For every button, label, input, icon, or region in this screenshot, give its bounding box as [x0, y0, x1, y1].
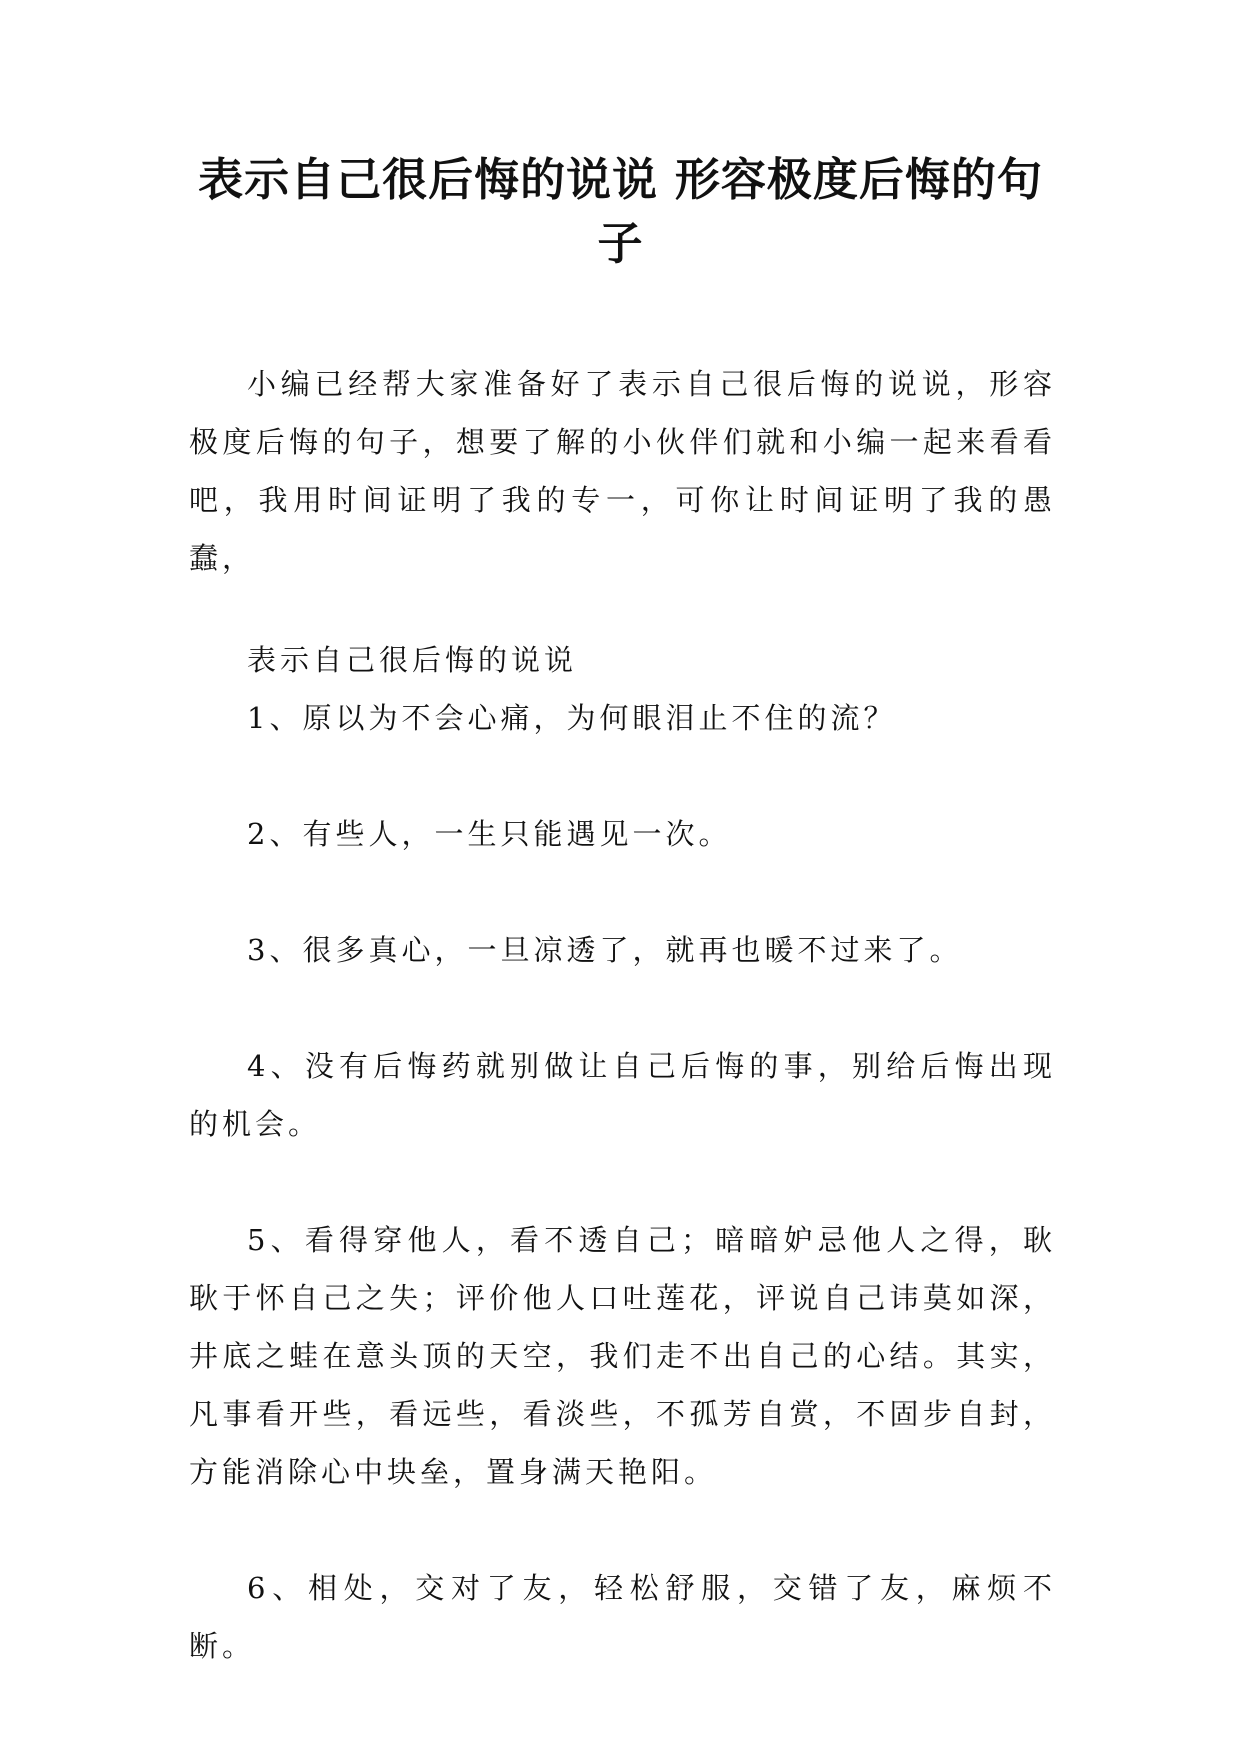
- document-body: [189, 355, 1056, 1675]
- list-item: 3、很多真心，一旦凉透了，就再也暖不过来了。: [247, 933, 963, 967]
- list-item: 4、没有后悔药就别做让自己后悔的事，别给后悔出现的机会。: [189, 1049, 1056, 1141]
- intro-paragraph: 小编已经帮大家准备好了表示自己很后悔的说说，形容极度后悔的句子，想要了解的小伙伴们就和小编一起来看看吧，我用时间证明了我的专一，可你让时间证明了我的愚蠢，: [189, 367, 1056, 575]
- list-item: 5、看得穿他人，看不透自己；暗暗妒忌他人之得，耿耿于怀自己之失；评价他人口吐莲花，评说自己讳莫如深，井底之蛙在意头顶的天空，我们走不出自己的心结。其实，凡事看开些，看远些，看淡些，不孤芳自赏，不固步自封，方能消除心中块垒，置身满天艳阳。: [189, 1223, 1056, 1489]
- list-item: 6、相处，交对了友，轻松舒服，交错了友，麻烦不断。: [189, 1571, 1056, 1663]
- document-title: 表示自己很后悔的说说 形容极度后悔的句子: [198, 153, 1043, 270]
- list-item: 2、有些人，一生只能遇见一次。: [247, 817, 732, 851]
- list-item: 1、原以为不会心痛，为何眼泪止不住的流？: [247, 701, 897, 735]
- section-heading: 表示自己很后悔的说说: [247, 643, 578, 677]
